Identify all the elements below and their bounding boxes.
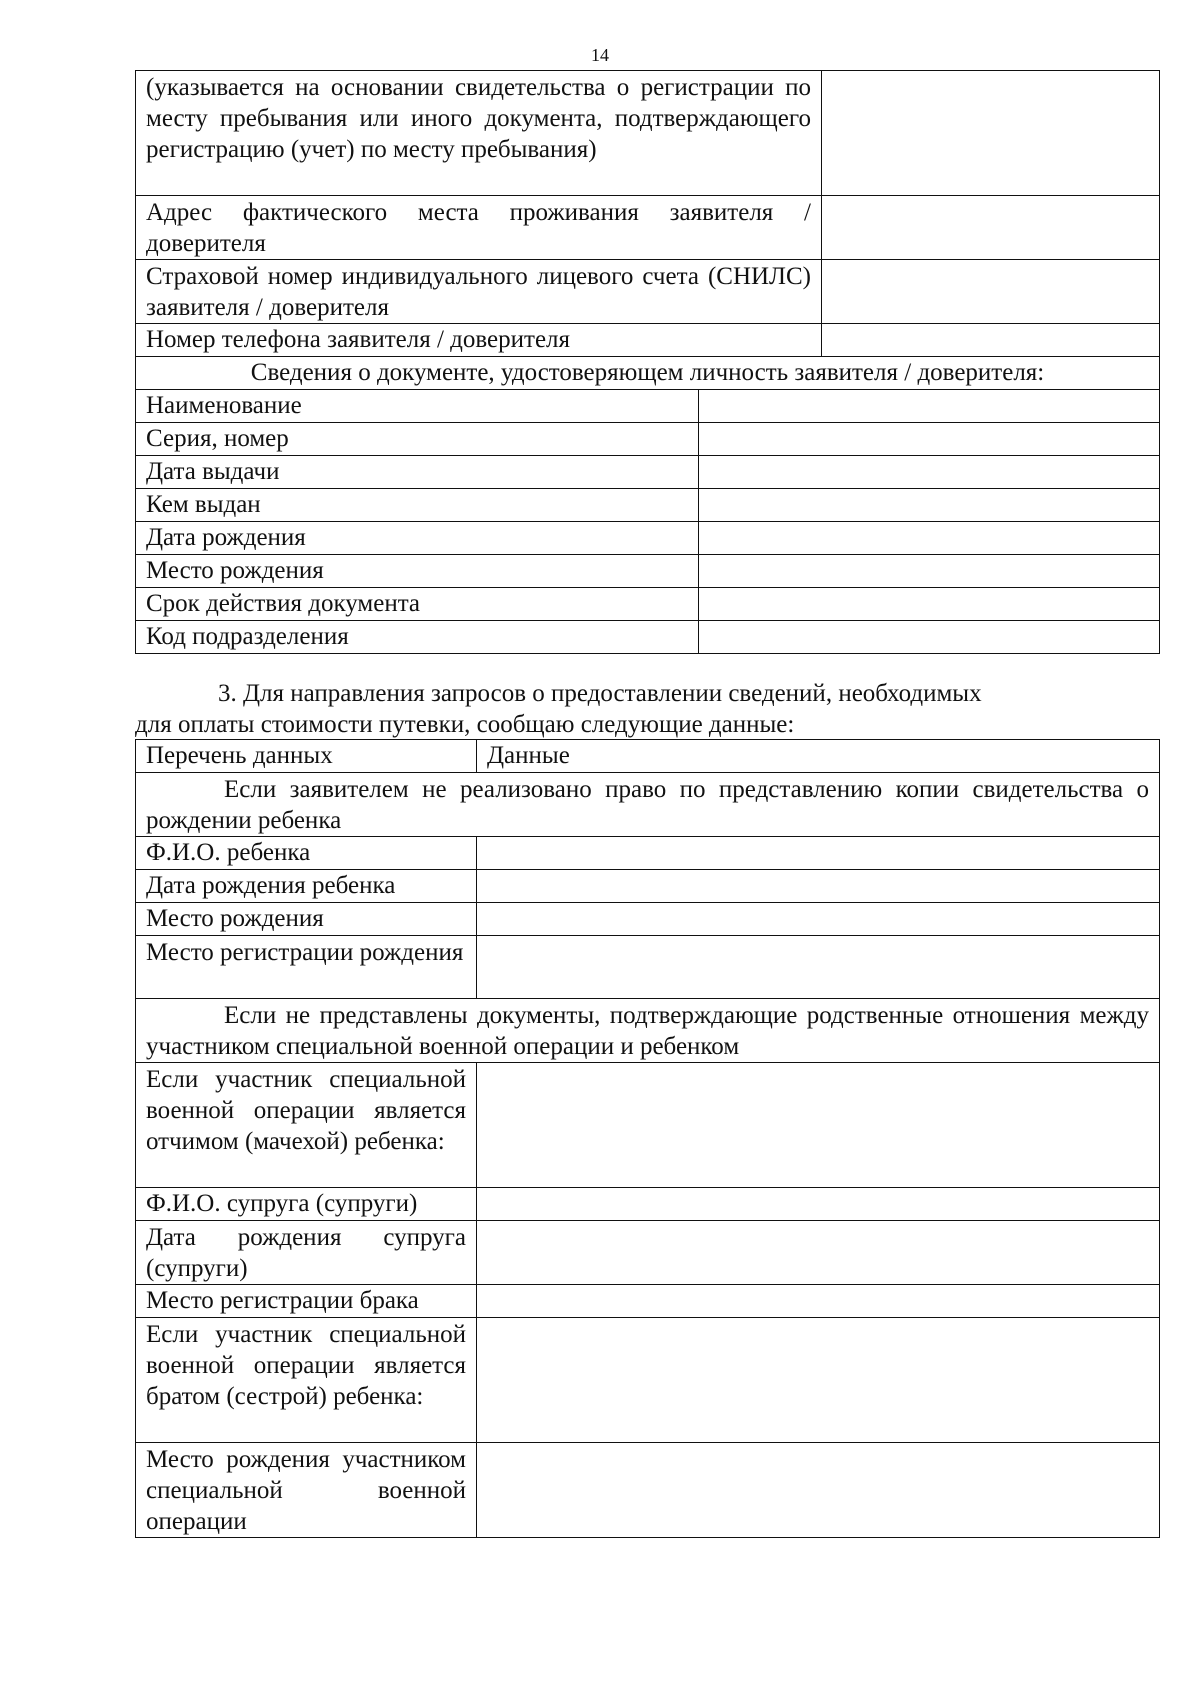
stepparent-value[interactable] <box>477 1063 1160 1188</box>
child-name-value[interactable] <box>477 837 1160 870</box>
table-row <box>136 489 1160 522</box>
table-row <box>136 740 1160 773</box>
document-issue-date-value[interactable] <box>699 456 1160 489</box>
child-name-label: Ф.И.О. ребенка <box>136 837 477 870</box>
identity-document-section-title: Сведения о документе, удостоверяющем личность заявителя / доверителя: <box>136 357 1160 390</box>
table-row <box>136 870 1160 903</box>
table-row <box>136 773 1160 837</box>
participant-birth-place-value[interactable] <box>477 1443 1160 1538</box>
document-issued-by-label: Кем выдан <box>136 489 699 522</box>
snils-label: Страховой номер индивидуального лицевого счета (СНИЛС) заявителя / доверителя <box>136 260 822 324</box>
document-validity-label: Срок действия документа <box>136 588 699 621</box>
table-row <box>136 1063 1160 1188</box>
actual-address-label: Адрес фактического места проживания заявителя / доверителя <box>136 196 822 260</box>
table-row <box>136 1443 1160 1538</box>
section-3-line-1: 3. Для направления запросов о предоставлении сведений, необходимых <box>218 680 982 707</box>
request-data-table <box>135 739 1160 1538</box>
table-row <box>136 936 1160 999</box>
spouse-birth-date-value[interactable] <box>477 1221 1160 1285</box>
table-row <box>136 423 1160 456</box>
kinship-group-title: Если не представлены документы, подтверждающие родственные отношения между участником специальной военной операции и ребенком <box>136 999 1160 1063</box>
participant-birth-place-label: Место рождения участником специальной военной операции <box>136 1443 477 1538</box>
page-number: 14 <box>591 45 609 65</box>
table-row <box>136 837 1160 870</box>
child-birth-date-label: Дата рождения ребенка <box>136 870 477 903</box>
registration-note-label: (указывается на основании свидетельства о регистрации по месту пребывания или иного документа, подтверждающего регистрацию (учет) по месту пребывания) <box>136 71 822 196</box>
table-row <box>136 324 1160 357</box>
child-birth-place-label: Место рождения <box>136 903 477 936</box>
birth-certificate-group-title: Если заявителем не реализовано право по представлению копии свидетельства о рождении ребенка <box>136 773 1160 837</box>
section-3-line-2: для оплаты стоимости путевки, сообщаю следующие данные: <box>135 711 795 738</box>
document-series-number-label: Серия, номер <box>136 423 699 456</box>
phone-value[interactable] <box>822 324 1160 357</box>
marriage-registration-place-value[interactable] <box>477 1285 1160 1318</box>
applicant-info-table <box>135 70 1160 654</box>
document-validity-value[interactable] <box>699 588 1160 621</box>
birth-registration-place-label: Место регистрации рождения <box>136 936 477 999</box>
marriage-registration-place-label: Место регистрации брака <box>136 1285 477 1318</box>
child-birth-date-value[interactable] <box>477 870 1160 903</box>
sibling-label: Если участник специальной военной операции является братом (сестрой) ребенка: <box>136 1318 477 1443</box>
table-row <box>136 1221 1160 1285</box>
document-issue-date-label: Дата выдачи <box>136 456 699 489</box>
section-3-paragraph <box>135 678 1159 740</box>
registration-note-value[interactable] <box>822 71 1160 196</box>
header-data-list: Перечень данных <box>136 740 477 773</box>
spouse-birth-date-label: Дата рождения супруга (супруги) <box>136 1221 477 1285</box>
sibling-value[interactable] <box>477 1318 1160 1443</box>
table-row <box>136 456 1160 489</box>
table-row <box>136 1285 1160 1318</box>
table-row <box>136 621 1160 654</box>
division-code-value[interactable] <box>699 621 1160 654</box>
actual-address-value[interactable] <box>822 196 1160 260</box>
document-series-number-value[interactable] <box>699 423 1160 456</box>
document-issued-by-value[interactable] <box>699 489 1160 522</box>
table-row <box>136 903 1160 936</box>
table-row <box>136 1188 1160 1221</box>
child-birth-place-value[interactable] <box>477 903 1160 936</box>
table-row <box>136 588 1160 621</box>
snils-value[interactable] <box>822 260 1160 324</box>
table-row <box>136 1318 1160 1443</box>
birth-place-value[interactable] <box>699 555 1160 588</box>
stepparent-label: Если участник специальной военной операции является отчимом (мачехой) ребенка: <box>136 1063 477 1188</box>
table-row <box>136 522 1160 555</box>
table-row <box>136 555 1160 588</box>
table-row <box>136 390 1160 423</box>
header-data: Данные <box>477 740 1160 773</box>
birth-registration-place-value[interactable] <box>477 936 1160 999</box>
table-row <box>136 71 1160 196</box>
birth-place-label: Место рождения <box>136 555 699 588</box>
phone-label: Номер телефона заявителя / доверителя <box>136 324 822 357</box>
spouse-name-value[interactable] <box>477 1188 1160 1221</box>
spouse-name-label: Ф.И.О. супруга (супруги) <box>136 1188 477 1221</box>
birth-date-label: Дата рождения <box>136 522 699 555</box>
document-name-value[interactable] <box>699 390 1160 423</box>
birth-date-value[interactable] <box>699 522 1160 555</box>
table-row <box>136 260 1160 324</box>
table-row <box>136 999 1160 1063</box>
table-row <box>136 357 1160 390</box>
document-name-label: Наименование <box>136 390 699 423</box>
division-code-label: Код подразделения <box>136 621 699 654</box>
table-row <box>136 196 1160 260</box>
